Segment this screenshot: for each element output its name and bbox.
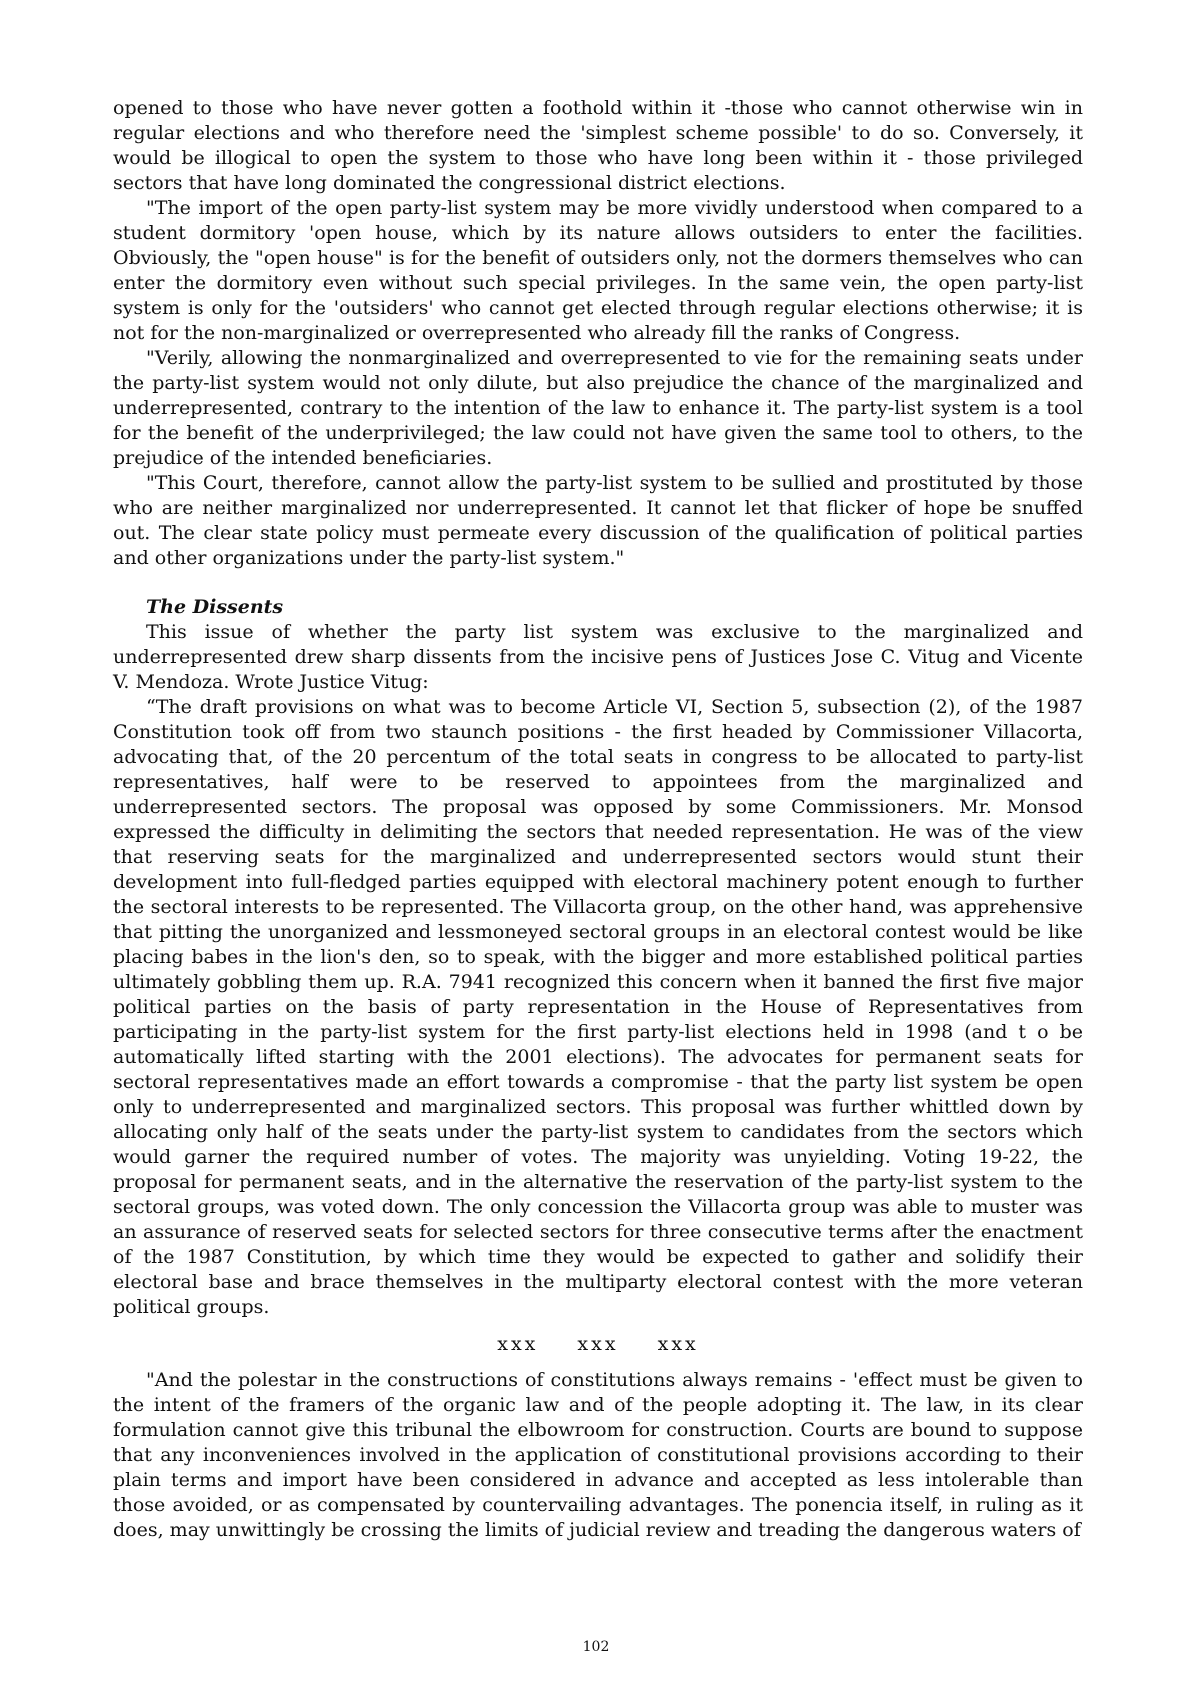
document-body: [113, 96, 1083, 1543]
paragraph-vitug-quote: “The draft provisions on what was to become Article VI, Section 5, subsection (2), of the 1987 Constitution took off from two staunch positions - the first headed by Commissioner Villacorta, advocating that, of the 20 percentum of the total seats in congress to be allocated to party-list representatives, half were to be reserved to appointees from the marginalized and underrepresented sectors. The proposal was opposed by some Commissioners. Mr. Monsod expressed the difficulty in delimiting the sectors that needed representation. He was of the view that reserving seats for the marginalized and underrepresented sectors would stunt their development into full-fledged parties equipped with electoral machinery potent enough to further the sectoral interests to be represented. The Villacorta group, on the other hand, was apprehensive that pitting the unorganized and lessmoneyed sectoral groups in an electoral contest would be like placing babes in the lion's den, so to speak, with the bigger and more established political parties ultimately gobbling them up. R.A. 7941 recognized this concern when it banned the first five major political parties on the basis of party representation in the House of Representatives from participating in the party-list system for the first party-list elections held in 1998 (and t o be automatically lifted starting with the 2001 elections). The advocates for permanent seats for sectoral representatives made an effort towards a compromise - that the party list system be open only to underrepresented and marginalized sectors. This proposal was further whittled down by allocating only half of the seats under the party-list system to candidates from the sectors which would garner the required number of votes. The majority was unyielding. Voting 19-22, the proposal for permanent seats, and in the alternative the reservation of the party-list system to the sectoral groups, was voted down. The only concession the Villacorta group was able to muster was an assurance of reserved seats for selected sectors for three consecutive terms after the enactment of the 1987 Constitution, by which time they would be expected to gather and solidify their electoral base and brace themselves in the multiparty electoral contest with the more veteran political groups.: [113, 696, 1083, 1318]
paragraph-continuation: opened to those who have never gotten a foothold within it -those who cannot otherwise win in regular elections and who therefore need the 'simplest scheme possible' to do so. Conversely, it would be illogical to open the system to those who have long been within it - those privileged sectors that have long dominated the congressional district elections.: [113, 97, 1083, 194]
omission-separator: xxx xxx xxx: [497, 1333, 699, 1355]
section-heading: The Dissents: [146, 596, 284, 618]
paragraph-open-house: "The import of the open party-list system may be more vividly understood when compared to a student dormitory 'open house, which by its nature allows outsiders to enter the facilities. Obviously, the "open house" is for the benefit of outsiders only, not the dormers themselves who can enter the dormitory even without such special privileges. In the same vein, the open party-list system is only for the 'outsiders' who cannot get elected through regular elections otherwise; it is not for the non-marginalized or overrepresented who already fill the ranks of Congress.: [113, 197, 1083, 344]
paragraph-this-court: "This Court, therefore, cannot allow the party-list system to be sullied and prostituted by those who are neither marginalized nor underrepresented. It cannot let that flicker of hope be snuffed out. The clear state policy must permeate every discussion of the qualification of political parties and other organizations under the party-list system.": [113, 472, 1083, 569]
paragraph-verily: "Verily, allowing the nonmarginalized and overrepresented to vie for the remaining seats under the party-list system would not only dilute, but also prejudice the chance of the marginalized and underrepresented, contrary to the intention of the law to enhance it. The party-list system is a tool for the benefit of the underprivileged; the law could not have given the same tool to others, to the prejudice of the intended beneficiaries.: [113, 347, 1083, 469]
paragraph-dissents-intro: This issue of whether the party list system was exclusive to the marginalized and underrepresented drew sharp dissents from the incisive pens of Justices Jose C. Vitug and Vicente V. Mendoza. Wrote Justice Vitug:: [113, 621, 1083, 693]
paragraph-polestar: "And the polestar in the constructions of constitutions always remains - 'effect must be given to the intent of the framers of the organic law and of the people adopting it. The law, in its clear formulation cannot give this tribunal the elbowroom for construction. Courts are bound to suppose that any inconveniences involved in the application of constitutional provisions according to their plain terms and import have been considered in advance and accepted as less intolerable than those avoided, or as compensated by countervailing advantages. The ponencia itself, in ruling as it does, may unwittingly be crossing the limits of judicial review and treading the dangerous waters of: [113, 1369, 1083, 1541]
page-number: 102: [582, 1639, 610, 1655]
